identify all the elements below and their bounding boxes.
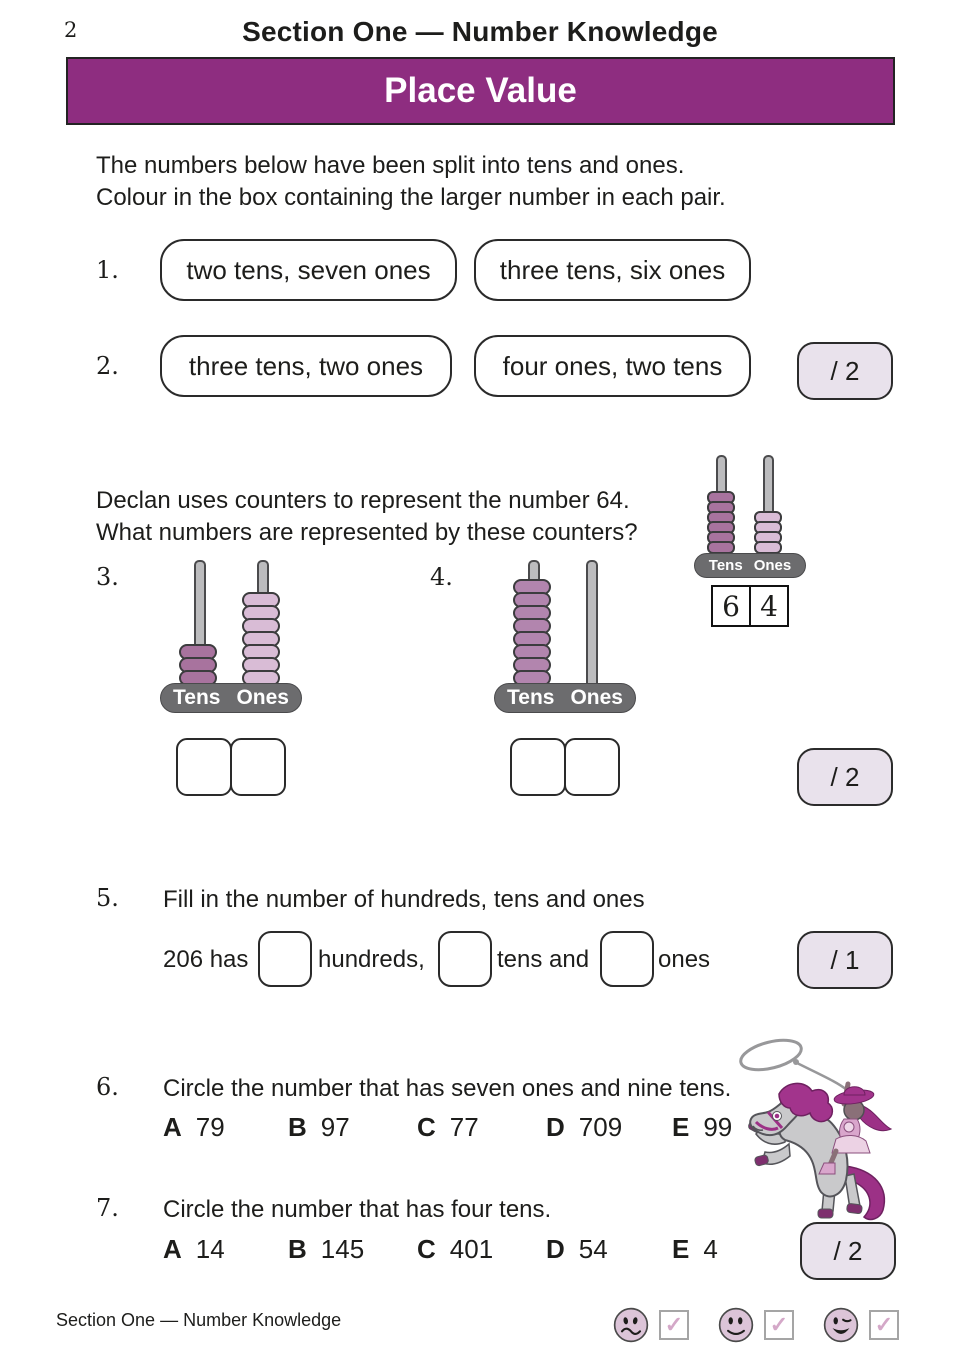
q4-answer-tens-box[interactable]	[510, 738, 566, 796]
q5-hundreds-box[interactable]	[258, 931, 312, 987]
section-header: Section One — Number Knowledge	[242, 16, 718, 47]
q4-abacus	[494, 560, 636, 795]
q2-option-left[interactable]: three tens, two ones	[160, 335, 452, 397]
option-letter: C	[417, 1234, 436, 1264]
q7-number: 7.	[96, 1194, 119, 1222]
ones-label: Ones	[753, 557, 792, 574]
q6-option-e[interactable]	[672, 1112, 732, 1143]
q6-option-b[interactable]	[288, 1112, 350, 1143]
q6-prompt: Circle the number that has seven ones and nine tens.	[163, 1075, 732, 1102]
page-number: 2	[64, 18, 78, 42]
option-letter: E	[672, 1234, 690, 1264]
q3-abacus	[160, 560, 302, 795]
q5-tens-box[interactable]	[438, 931, 492, 987]
q5-stem: 206 has	[163, 946, 249, 973]
option-value: 4	[703, 1234, 718, 1264]
option-letter: D	[546, 1234, 565, 1264]
footer-text: Section One — Number Knowledge	[56, 1310, 342, 1330]
q7-option-e[interactable]	[672, 1234, 718, 1265]
q4-number: 4.	[430, 563, 453, 591]
tens-ones-label	[694, 553, 806, 578]
option-value: 77	[449, 1112, 479, 1142]
title-banner	[66, 57, 895, 125]
q5-unit-tens: tens and	[497, 946, 590, 973]
q6-option-c[interactable]	[417, 1112, 479, 1143]
q7-option-c[interactable]	[417, 1234, 493, 1265]
option-value: 709	[578, 1112, 623, 1142]
q5-ones-box[interactable]	[600, 931, 654, 987]
q3-tens-counters	[179, 560, 217, 686]
q7-option-b[interactable]	[288, 1234, 364, 1265]
example-tens-counters	[707, 455, 735, 554]
tens-label: Tens	[708, 557, 743, 574]
q5-prompt: Fill in the number of hundreds, tens and ones	[163, 886, 645, 913]
intro-line-2: Colour in the box containing the larger number in each pair.	[96, 184, 726, 211]
q7-prompt: Circle the number that has four tens.	[163, 1196, 552, 1223]
option-value: 145	[320, 1234, 365, 1264]
example-ones-value: 4	[749, 585, 789, 627]
q3-number: 3.	[96, 563, 119, 591]
q6-option-d[interactable]	[546, 1112, 622, 1143]
q1-option-left[interactable]: two tens, seven ones	[160, 239, 457, 301]
q1-number: 1.	[96, 256, 119, 284]
counters-prompt-1: Declan uses counters to represent the number 64.	[96, 487, 630, 514]
q5-unit-hundreds: hundreds,	[318, 946, 425, 973]
tens-ones-label	[160, 683, 302, 713]
ones-label: Ones	[570, 686, 623, 709]
check-icon: ✓	[874, 1312, 894, 1337]
q3-ones-counters	[242, 560, 280, 686]
score-badge-q5: / 1	[797, 931, 893, 989]
q5-number: 5.	[96, 884, 119, 912]
tens-ones-label	[494, 683, 636, 713]
cowgirl-horse-illustration	[733, 1030, 923, 1228]
example-ones-counters	[754, 455, 782, 554]
ones-label: Ones	[236, 686, 289, 709]
option-letter: A	[163, 1112, 182, 1142]
q3-answer-ones-box[interactable]	[230, 738, 286, 796]
option-letter: E	[672, 1112, 690, 1142]
sad-checkbox[interactable]	[659, 1310, 689, 1340]
check-icon: ✓	[769, 1312, 789, 1337]
option-value: 14	[195, 1234, 225, 1264]
example-abacus	[694, 455, 806, 630]
neutral-checkbox[interactable]	[764, 1310, 794, 1340]
option-letter: B	[288, 1112, 307, 1142]
counters-prompt-2: What numbers are represented by these counters?	[96, 519, 638, 546]
lasso-icon	[738, 1035, 847, 1090]
option-value: 54	[578, 1234, 608, 1264]
q4-ones-counters	[571, 560, 609, 686]
score-badge-q7: / 2	[800, 1222, 896, 1280]
check-icon: ✓	[664, 1312, 684, 1337]
score-badge-q2: / 2	[797, 342, 893, 400]
intro-line-1: The numbers below have been split into tens and ones.	[96, 152, 685, 179]
wink-face-icon	[822, 1306, 860, 1344]
q1-option-right[interactable]: three tens, six ones	[474, 239, 751, 301]
option-letter: B	[288, 1234, 307, 1264]
q7-option-a[interactable]	[163, 1234, 225, 1265]
example-tens-value: 6	[711, 585, 751, 627]
option-value: 97	[320, 1112, 350, 1142]
q6-option-a[interactable]	[163, 1112, 225, 1143]
neutral-face-icon	[717, 1306, 755, 1344]
option-value: 401	[449, 1234, 494, 1264]
q3-answer-tens-box[interactable]	[176, 738, 232, 796]
option-letter: D	[546, 1112, 565, 1142]
q4-tens-counters	[513, 560, 551, 686]
q7-option-d[interactable]	[546, 1234, 608, 1265]
q2-number: 2.	[96, 352, 119, 380]
wink-checkbox[interactable]	[869, 1310, 899, 1340]
score-badge-q4: / 2	[797, 748, 893, 806]
page-title: Place Value	[384, 71, 577, 110]
q4-answer-ones-box[interactable]	[564, 738, 620, 796]
tens-label: Tens	[173, 686, 221, 709]
tens-label: Tens	[507, 686, 555, 709]
option-value: 99	[703, 1112, 733, 1142]
q6-number: 6.	[96, 1073, 119, 1101]
q5-unit-ones: ones	[658, 946, 711, 973]
option-value: 79	[195, 1112, 225, 1142]
option-letter: A	[163, 1234, 182, 1264]
option-letter: C	[417, 1112, 436, 1142]
q2-option-right[interactable]: four ones, two tens	[474, 335, 751, 397]
sad-face-icon	[612, 1306, 650, 1344]
